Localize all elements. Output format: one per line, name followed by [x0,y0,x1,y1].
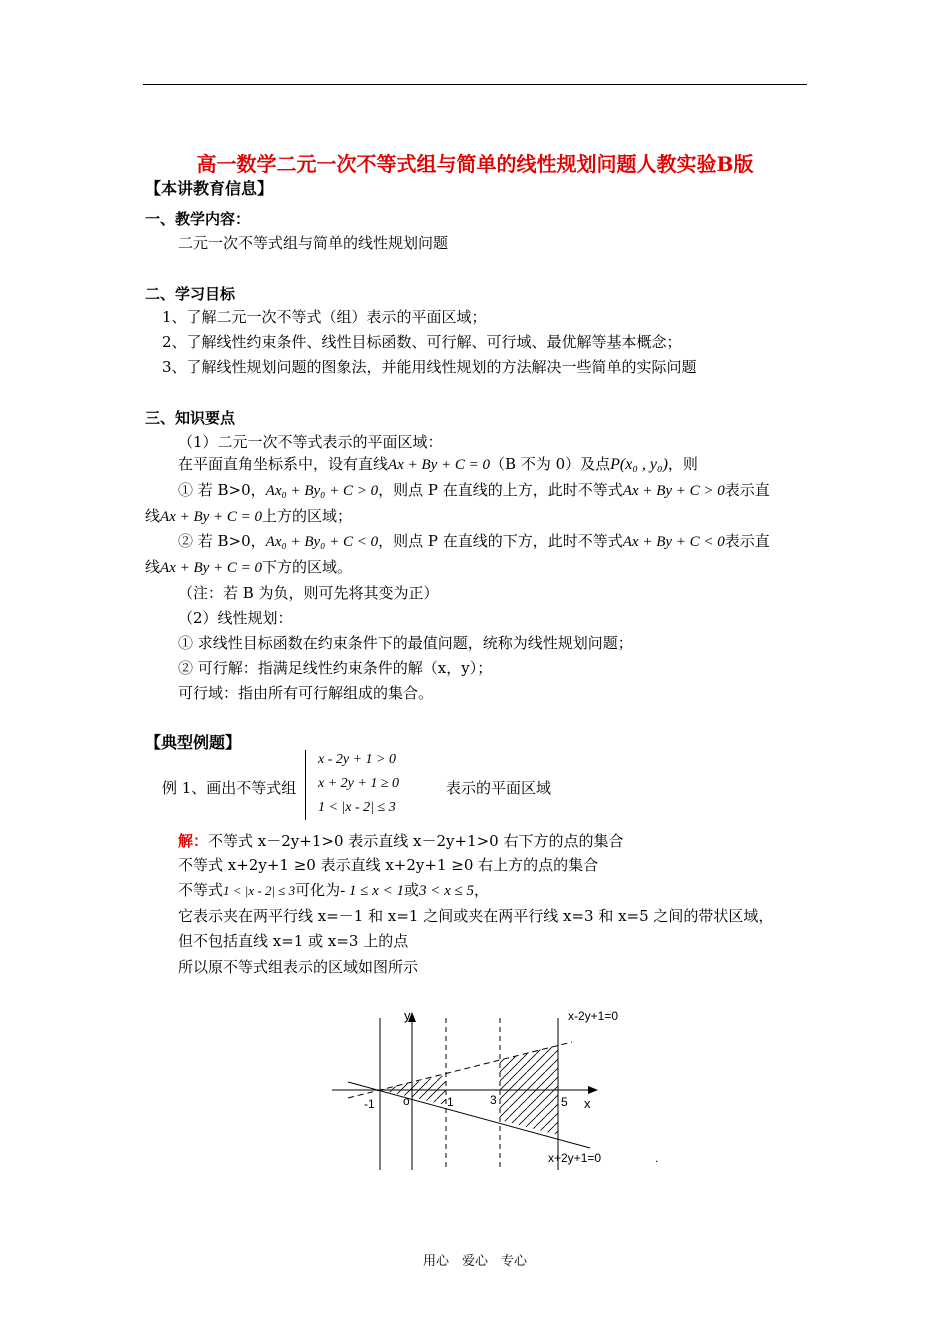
label-5: 5 [561,1095,568,1109]
knowledge-3-text-c: 表示直 [724,481,770,499]
solution-text-3a: 不等式 [178,881,224,899]
inequality-point-above: Ax₀ + By₀ + C > 0 [265,483,379,499]
solution-line-2: 不等式 x+2y+1 ≥0 表示直线 x+2y+1 ≥0 右上方的点的集合 [178,856,599,874]
section1-text: 二元一次不等式组与简单的线性规划问题 [178,234,449,252]
knowledge-2 [178,453,698,474]
knowledge-3-text-a: ① 若 B>0， [178,481,266,499]
system-line-3: 1 < |x - 2| ≤ 3 [318,800,396,815]
page-footer: 用心 爱心 专心 [422,1254,527,1269]
knowledge-5 [178,530,770,551]
label-y: y [404,1008,411,1023]
knowledge-1: （1）二元一次不等式表示的平面区域： [178,433,443,451]
solution-text-3d: ， [473,881,489,899]
system-line-1: x - 2y + 1 > 0 [318,752,396,767]
section3-heading: 三、知识要点 [145,409,236,427]
region-diagram [320,1000,680,1175]
knowledge-8: （2）线性规划： [178,609,293,627]
solution-line-4: 它表示夹在两平行线 x=－1 和 x=1 之间或夹在两平行线 x=3 和 x=5 之间的带状区域， [178,907,774,925]
solution-line-1 [178,830,624,851]
inequality-point-below: Ax₀ + By₀ + C < 0 [265,534,379,550]
knowledge-5-text-a: ② 若 B>0， [178,532,266,550]
x-axis-arrow [588,1086,598,1094]
solution-line-6: 所以原不等式组表示的区域如图所示 [178,958,419,976]
solution-label: 解： [178,832,209,850]
section1-heading: 一、教学内容： [145,210,251,228]
header-rule [143,84,807,85]
label-1: 1 [447,1095,454,1109]
knowledge-6 [145,556,352,577]
example-label-tail: 表示的平面区域 [446,779,552,797]
solution-text-3b: 可化为 [295,881,341,899]
knowledge-2-text-a: 在平面直角坐标系中，设有直线 [178,455,389,473]
knowledge-2-text-b: （B 不为 0）及点 [490,455,611,473]
solution-line-5: 但不包括直线 x=1 或 x=3 上的点 [178,932,409,950]
system-brace [305,750,316,820]
section2-heading: 二、学习目标 [145,285,236,303]
label-minus-1: -1 [364,1097,375,1111]
interval-1: - 1 ≤ x < 1 [340,883,404,899]
goal-item-3: 3、了解线性规划问题的图象法，并能用线性规划的方法解决一些简单的实际问题 [162,358,697,376]
info-heading: 【本讲教育信息】 [145,179,274,198]
knowledge-5-text-b: ，则点 P 在直线的下方，此时不等式 [378,532,623,550]
line-equation: Ax + By + C = 0 [388,457,491,473]
knowledge-3-text-b: ，则点 P 在直线的上方，此时不等式 [378,481,623,499]
inequality-above: Ax + By + C > 0 [622,483,725,499]
knowledge-10: ② 可行解：指满足线性约束条件的解（x，y）； [178,659,493,677]
label-x: x [584,1096,591,1111]
solution-text-3c: 或 [403,881,419,899]
goal-item-1: 1、了解二元一次不等式（组）表示的平面区域； [162,308,487,326]
solution-text-1: 不等式 x－2y+1>0 表示直线 x－2y+1>0 右下方的点的集合 [208,832,624,850]
label-3: 3 [490,1093,497,1107]
point-p: P(x₀ , y₀) [610,456,668,473]
example-label: 例 1、画出不等式组 [162,779,297,797]
system-line-2: x + 2y + 1 ≥ 0 [318,776,400,791]
knowledge-6-text-b: 下方的区域。 [262,558,353,576]
solution-line-3 [178,879,489,900]
inequality-below: Ax + By + C < 0 [622,534,725,550]
knowledge-9: ① 求线性目标函数在约束条件下的最值问题，统称为线性规划问题； [178,634,633,652]
line-equation-2: Ax + By + C = 0 [160,509,263,525]
page-title: 高一数学二元一次不等式组与简单的线性规划问题人教实验B版 [196,152,754,176]
knowledge-4-text-a: 线 [145,507,161,525]
line-equation-3: Ax + By + C = 0 [160,560,263,576]
knowledge-6-text-a: 线 [145,558,161,576]
knowledge-2-text-c: ，则 [667,455,698,473]
knowledge-4-text-b: 上方的区域； [262,507,353,525]
label-line-2: x+2y+1=0 [548,1151,602,1165]
absolute-inequality: 1 < |x - 2| ≤ 3 [223,883,296,898]
knowledge-11: 可行域：指由所有可行解组成的集合。 [178,684,434,702]
examples-heading: 【典型例题】 [145,733,242,752]
label-origin: o [403,1094,410,1108]
goal-item-2: 2、了解线性约束条件、线性目标函数、可行解、可行域、最优解等基本概念； [162,333,682,351]
interval-2: 3 < x ≤ 5 [418,883,474,899]
knowledge-4 [145,505,352,526]
label-line-1: x-2y+1=0 [568,1009,619,1023]
stray-dot: . [655,1151,659,1165]
knowledge-5-text-c: 表示直 [724,532,770,550]
knowledge-note: （注：若 B 为负，则可先将其变为正） [178,584,439,602]
knowledge-3 [178,479,770,500]
